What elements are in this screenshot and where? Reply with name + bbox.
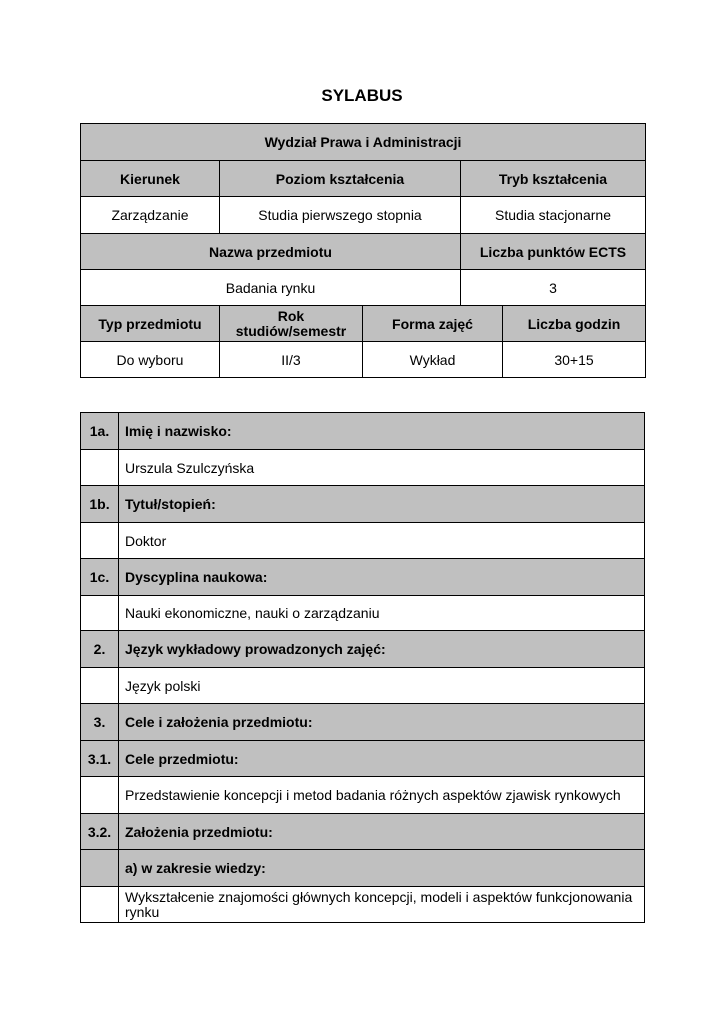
section-number: 3.1. bbox=[81, 741, 119, 777]
section-number: 1b. bbox=[81, 486, 119, 523]
course-name-header: Nazwa przedmiotu bbox=[81, 234, 461, 270]
section-heading: a) w zakresie wiedzy: bbox=[119, 850, 645, 887]
field-of-study-value: Zarządzanie bbox=[81, 197, 220, 234]
section-heading: Cele przedmiotu: bbox=[119, 741, 645, 777]
scientific-discipline: Nauki ekonomiczne, nauki o zarządzaniu bbox=[119, 596, 645, 631]
instructor-name: Urszula Szulczyńska bbox=[119, 450, 645, 486]
hours-header: Liczba godzin bbox=[503, 306, 646, 342]
section-heading: Imię i nazwisko: bbox=[119, 413, 645, 450]
faculty-name: Wydział Prawa i Administracji bbox=[81, 124, 646, 161]
section-number: 3. bbox=[81, 704, 119, 741]
section-heading: Cele i założenia przedmiotu: bbox=[119, 704, 645, 741]
ects-header: Liczba punktów ECTS bbox=[461, 234, 646, 270]
section-heading: Dyscyplina naukowa: bbox=[119, 559, 645, 596]
section-number: 3.2. bbox=[81, 814, 119, 850]
study-level-value: Studia pierwszego stopnia bbox=[220, 197, 461, 234]
hours-value: 30+15 bbox=[503, 342, 646, 378]
study-mode-header: Tryb kształcenia bbox=[461, 161, 646, 197]
instructor-degree: Doktor bbox=[119, 523, 645, 559]
course-objectives: Przedstawienie koncepcji i metod badania różnych aspektów zjawisk rynkowych bbox=[119, 777, 645, 814]
section-heading: Tytuł/stopień: bbox=[119, 486, 645, 523]
year-semester-header: Rok studiów/semestr bbox=[220, 306, 363, 342]
course-type-value: Do wyboru bbox=[81, 342, 220, 378]
class-form-value: Wykład bbox=[363, 342, 503, 378]
course-info-table bbox=[80, 123, 646, 378]
section-number: 2. bbox=[81, 631, 119, 668]
course-type-header: Typ przedmiotu bbox=[81, 306, 220, 342]
section-heading: Założenia przedmiotu: bbox=[119, 814, 645, 850]
ects-value: 3 bbox=[461, 270, 646, 306]
section-heading: Język wykładowy prowadzonych zajęć: bbox=[119, 631, 645, 668]
syllabus-details-table bbox=[80, 412, 645, 923]
knowledge-assumptions: Wykształcenie znajomości głównych koncepcji, modeli i aspektów funkcjonowania rynku bbox=[119, 887, 645, 923]
year-semester-value: II/3 bbox=[220, 342, 363, 378]
study-mode-value: Studia stacjonarne bbox=[461, 197, 646, 234]
teaching-language: Język polski bbox=[119, 668, 645, 704]
study-level-header: Poziom kształcenia bbox=[220, 161, 461, 197]
field-of-study-header: Kierunek bbox=[81, 161, 220, 197]
section-number: 1c. bbox=[81, 559, 119, 596]
document-title: SYLABUS bbox=[321, 86, 403, 105]
section-number: 1a. bbox=[81, 413, 119, 450]
class-form-header: Forma zajęć bbox=[363, 306, 503, 342]
course-name-value: Badania rynku bbox=[81, 270, 461, 306]
